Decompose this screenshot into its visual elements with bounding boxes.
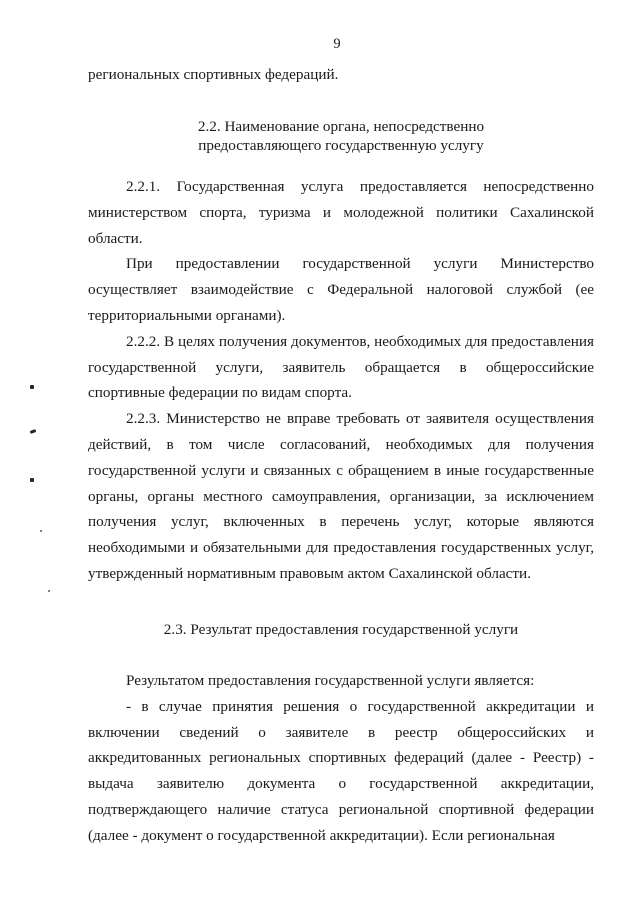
section-2-2-body (88, 174, 594, 587)
paragraph-2-2-3: 2.2.3. Министерство не вправе требовать от заявителя осуществления действий, в том числе согласований, необходимых для получения государственной услуги и связанных с обращением в иные государственные органы, органы местного самоуправления, организации, за исключением получения услуг, включенных в перечень услуг, которые являются необходимыми и обязательными для предоставления государственных услуг, утвержденный нормативным правовым актом Сахалинской области. (88, 410, 594, 582)
section-2-2-heading-line1: 2.2. Наименование органа, непосредственно (197, 118, 485, 135)
scan-dot (40, 530, 42, 532)
paragraph-interaction: При предоставлении государственной услуги Министерство осуществляет взаимодействие с Федеральной налоговой службой (ее территориальными органами). (88, 255, 594, 324)
scan-mark (30, 478, 34, 482)
scan-mark (30, 385, 34, 389)
paragraph-2-2-1: 2.2.1. Государственная услуга предоставляется непосредственно министерством спорта, туризма и молодежной политики Сахалинской области. (88, 178, 594, 247)
scan-mark (30, 429, 37, 434)
continuation-text (88, 62, 594, 88)
section-2-2-heading-line2: предоставляющего государственную услугу (198, 137, 484, 154)
section-2-3-heading-text: 2.3. Результат предоставления государственной услуги (163, 621, 519, 638)
page-number: 9 (333, 36, 341, 52)
section-2-3-heading (88, 620, 594, 639)
scan-dot (48, 590, 50, 592)
continuation-paragraph: региональных спортивных федераций. (88, 66, 339, 83)
paragraph-2-2-2: 2.2.2. В целях получения документов, необходимых для предоставления государственной услуги, заявитель обращается в общероссийские спортивные федерации по видам спорта. (88, 332, 594, 402)
section-2-2-heading (88, 117, 594, 155)
section-2-3-body (88, 668, 594, 849)
paragraph-result-intro: Результатом предоставления государственной услуги является: (126, 672, 535, 689)
paragraph-result-item: - в случае принятия решения о государственной аккредитации и включении сведений о заявителе в реестр общероссийских и аккредитованных региональных спортивных федераций (далее - Реестр) - выдача заявителю документа о государственной аккредитации, подтверждающего наличие статуса региональной спортивной федерации (далее - документ о государственной аккредитации). Если региональная (88, 697, 594, 844)
